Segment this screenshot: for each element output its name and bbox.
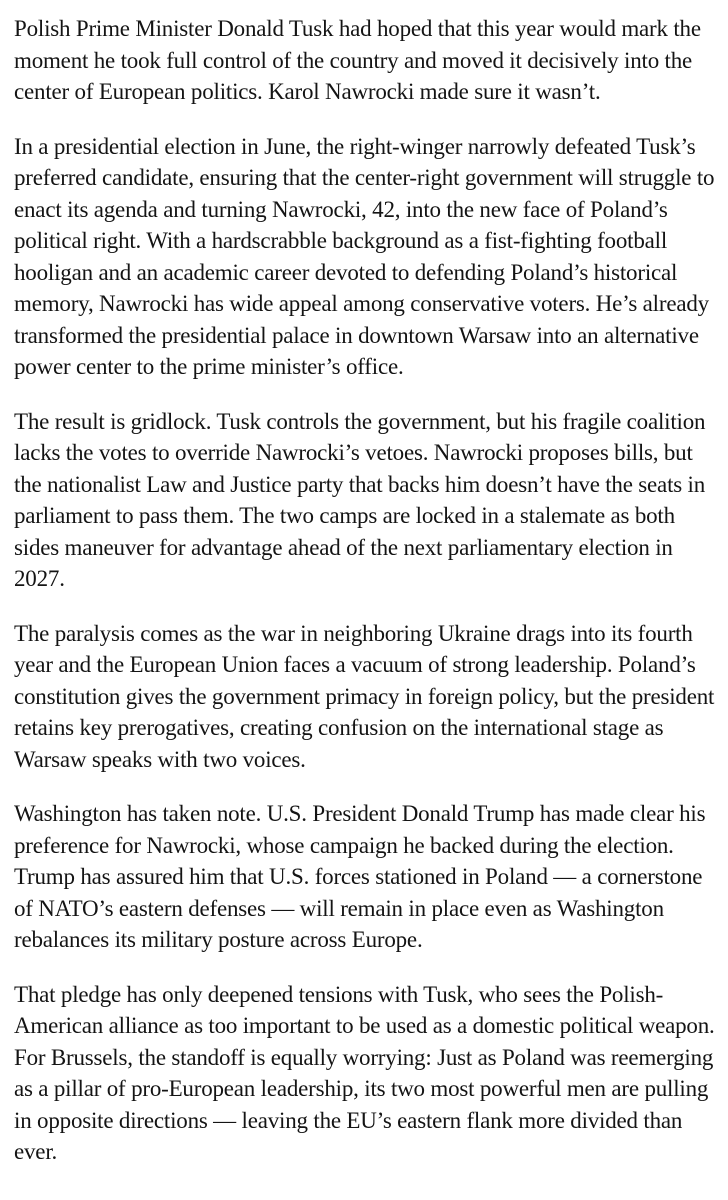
article-paragraph: Polish Prime Minister Donald Tusk had hoped that this year would mark the moment he took full control of the country and moved it decisively into the center of European politics. Karol Nawrocki made sure it wasn’t. bbox=[14, 16, 701, 104]
article-paragraph: The paralysis comes as the war in neighboring Ukraine drags into its fourth year and the European Union faces a vacuum of strong leadership. Poland’s constitution gives the government primacy in foreign policy, but the president retains key prerogatives, creating confusion on the international stage as Warsaw speaks with two voices. bbox=[14, 620, 715, 772]
article-paragraph: Washington has taken note. U.S. President Donald Trump has made clear his preference for Nawrocki, whose campaign he backed during the election. Trump has assured him that U.S. forces stationed in Poland — a cornerstone of NATO’s eastern defenses — will remain in place even as Washington rebalances its military posture across Europe. bbox=[14, 801, 706, 952]
article-paragraph: In a presidential election in June, the right-winger narrowly defeated Tusk’s preferred candidate, ensuring that the center-right government will struggle to enact its agenda and turning Nawrocki, 42, into the new face of Poland’s political right. With a hardscrabble background as a fist-fighting football hooligan and an academic career devoted to defending Poland’s historical memory, Nawrocki has wide appeal among conservative voters. He’s already transformed the presidential palace in downtown Warsaw into an alternative power center to the prime minister’s office. bbox=[14, 133, 715, 379]
article-paragraph: That pledge has only deepened tensions with Tusk, who sees the Polish-American alliance as too important to be used as a domestic political weapon. For Brussels, the standoff is equally worrying: Just as Poland was reemerging as a pillar of pro-European leadership, its two most powerful men are pulling in opposite directions — leaving the EU’s eastern flank more divided than ever. bbox=[14, 981, 715, 1164]
article-paragraph: The result is gridlock. Tusk controls the government, but his fragile coalition lacks the votes to override Nawrocki’s vetoes. Nawrocki proposes bills, but the nationalist Law and Justice party that backs him doesn’t have the seats in parliament to pass them. The two camps are locked in a stalemate as both sides maneuver for advantage ahead of the next parliamentary election in 2027. bbox=[14, 408, 706, 591]
